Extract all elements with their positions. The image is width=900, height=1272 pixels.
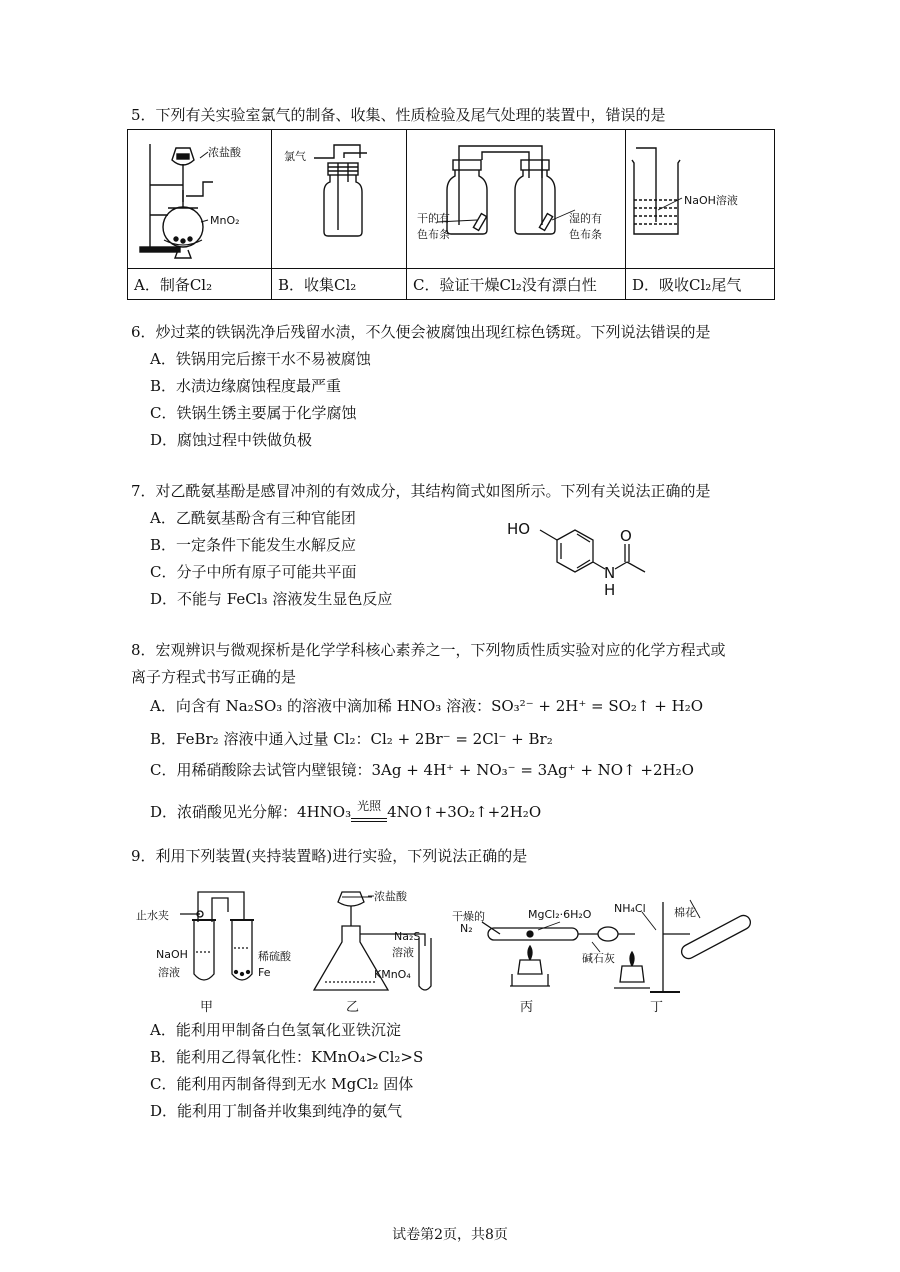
label-cl2-gas: 氯气 — [284, 150, 306, 163]
q9-apparatus-figure — [130, 882, 780, 1015]
q6-option-d[interactable]: D．腐蚀过程中铁做负极 — [150, 431, 313, 449]
label-bing: 丙 — [520, 1000, 534, 1015]
page-footer: 试卷第2页，共8页 — [392, 1227, 508, 1243]
q9-stem: 9．利用下列装置(夹持装置略)进行实验，下列说法正确的是 — [131, 847, 528, 865]
label-ding: 丁 — [650, 1000, 664, 1015]
q8-option-d[interactable] — [150, 799, 542, 822]
label-wet-cloth-1: 湿的有 — [569, 212, 602, 225]
q6-stem: 6．炒过菜的铁锅洗净后残留水渍，不久便会被腐蚀出现红棕色锈斑。下列说法错误的是 — [131, 323, 711, 341]
q5-figure-b — [272, 130, 407, 269]
structure-ho-label: HO — [507, 520, 531, 538]
paracetamol-structure — [505, 518, 665, 602]
label-clamp: 止水夹 — [136, 909, 169, 922]
q6-option-a[interactable]: A．铁锅用完后擦干水不易被腐蚀 — [150, 350, 371, 368]
q9-option-b[interactable]: B．能利用乙得氧化性：KMnO₄>Cl₂>S — [150, 1048, 424, 1066]
label-conc-hcl: 浓盐酸 — [208, 146, 241, 159]
q8-option-d-left: D．浓硝酸见光分解：4HNO₃ — [150, 803, 352, 821]
label-naoh-2: 溶液 — [158, 966, 180, 979]
q5-figure-c — [407, 130, 626, 269]
label-mno2: MnO₂ — [210, 214, 240, 227]
label-na2s-2: 溶液 — [392, 946, 414, 959]
q5-apparatus-table — [127, 129, 775, 300]
label-jia: 甲 — [200, 1000, 214, 1015]
label-naoh-1: NaOH — [156, 948, 188, 961]
q9-option-a[interactable]: A．能利用甲制备白色氢氧化亚铁沉淀 — [150, 1021, 401, 1039]
label-fe: Fe — [258, 966, 271, 979]
q8-reaction-condition: 光照 — [357, 799, 382, 813]
q7-option-b[interactable]: B．一定条件下能发生水解反应 — [150, 536, 357, 554]
q7-option-d[interactable]: D．不能与 FeCl₃ 溶液发生显色反应 — [150, 590, 393, 608]
q5-option-b[interactable]: B．收集Cl₂ — [278, 275, 357, 294]
label-n2: N₂ — [460, 922, 473, 935]
q8-option-d-right: 4NO↑+3O₂↑+2H₂O — [387, 803, 542, 821]
label-wet-cloth-2: 色布条 — [569, 228, 602, 241]
q8-option-c[interactable]: C．用稀硝酸除去试管内壁银镜：3Ag + 4H⁺ + NO₃⁻ = 3Ag⁺ + NO↑ +2H₂O — [150, 761, 694, 779]
q8-option-b[interactable]: B．FeBr₂ 溶液中通入过量 Cl₂：Cl₂ + 2Br⁻ = 2Cl⁻ + Br₂ — [150, 730, 553, 748]
label-soda-lime: 碱石灰 — [582, 952, 615, 965]
label-dilute-h2so4: 稀硫酸 — [258, 950, 291, 963]
label-mgcl2: MgCl₂·6H₂O — [528, 908, 592, 921]
chlorine-generator-apparatus — [128, 130, 271, 268]
structure-h-label: H — [604, 581, 616, 599]
label-cotton: 棉花 — [674, 906, 696, 919]
q5-option-c[interactable]: C．验证干燥Cl₂没有漂白性 — [413, 275, 597, 294]
structure-o-label: O — [620, 527, 632, 545]
q5-stem: 5．下列有关实验室氯气的制备、收集、性质检验及尾气处理的装置中，错误的是 — [131, 106, 666, 124]
q5-figure-a — [128, 130, 272, 269]
label-na2s-1: Na₂S — [394, 930, 421, 943]
label-kmno4: KMnO₄ — [374, 968, 411, 981]
label-nh4cl: NH₄Cl — [614, 902, 646, 915]
q6-option-b[interactable]: B．水渍边缘腐蚀程度最严重 — [150, 377, 342, 395]
q9-option-d[interactable]: D．能利用丁制备并收集到纯净的氨气 — [150, 1102, 403, 1120]
structure-n-label: N — [604, 564, 616, 582]
q7-option-c[interactable]: C．分子中所有原子可能共平面 — [150, 563, 357, 581]
q5-option-a[interactable]: A．制备Cl₂ — [134, 275, 213, 294]
label-conc-hcl-2: 浓盐酸 — [374, 890, 407, 903]
label-yi: 乙 — [346, 1000, 360, 1015]
q9-option-c[interactable]: C．能利用丙制备得到无水 MgCl₂ 固体 — [150, 1075, 414, 1093]
q6-option-c[interactable]: C．铁锅生锈主要属于化学腐蚀 — [150, 404, 357, 422]
label-dry: 干燥的 — [452, 910, 485, 923]
q7-option-a[interactable]: A．乙酰氨基酚含有三种官能团 — [150, 509, 356, 527]
label-naoh-solution: NaOH溶液 — [684, 194, 738, 207]
q8-stem-line1: 8．宏观辨识与微观探析是化学学科核心素养之一，下列物质性质实验对应的化学方程式或 — [131, 641, 726, 659]
label-dry-cloth-2: 色布条 — [417, 228, 450, 241]
q8-stem-line2: 离子方程式书写正确的是 — [131, 668, 297, 686]
q8-option-a[interactable]: A．向含有 Na₂SO₃ 的溶液中滴加稀 HNO₃ 溶液：SO₃²⁻ + 2H⁺ = SO₂↑ + H₂O — [150, 697, 704, 715]
q5-figure-d — [626, 130, 775, 269]
q7-stem: 7．对乙酰氨基酚是感冒冲剂的有效成分，其结构简式如图所示。下列有关说法正确的是 — [131, 482, 711, 500]
bleaching-test-bottles — [407, 130, 625, 268]
q5-option-d[interactable]: D．吸收Cl₂尾气 — [632, 275, 742, 294]
label-dry-cloth-1: 干的有 — [417, 212, 450, 225]
